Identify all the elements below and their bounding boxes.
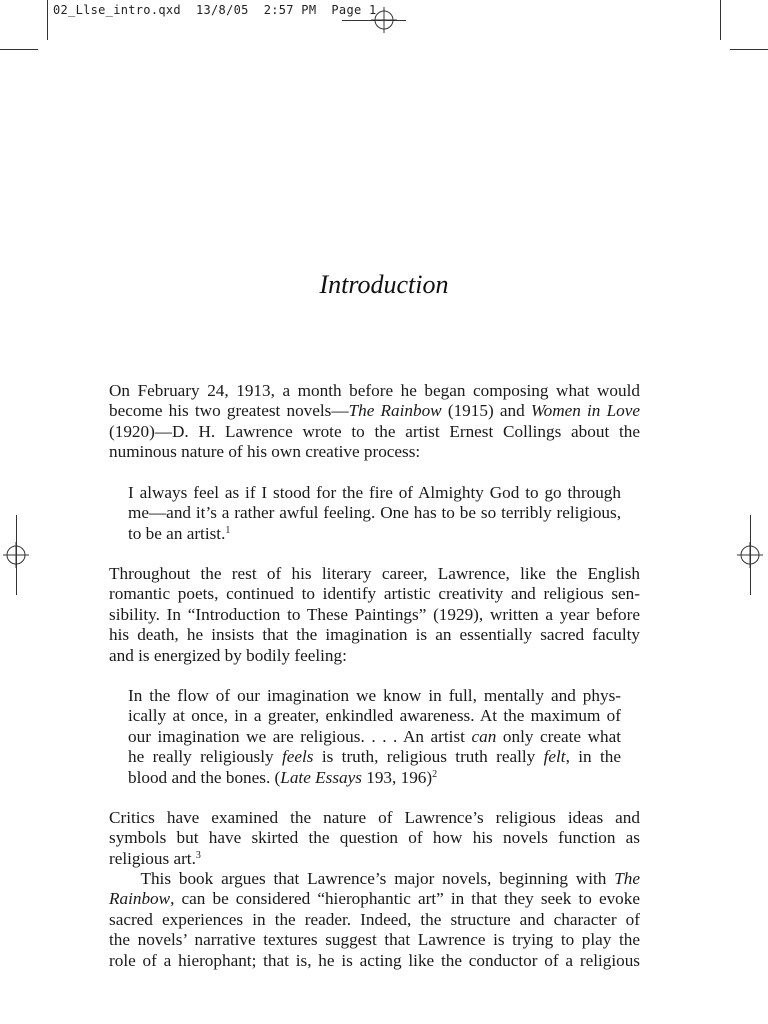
text-run: to be an artist. (128, 523, 226, 543)
text-run: only create what (496, 726, 621, 746)
text-run: Critics have examined the nature of Lawrence’s religious ideas and (109, 808, 640, 827)
text-line (109, 646, 640, 666)
text-line (128, 706, 621, 726)
italic-title: Women in Love (530, 401, 641, 421)
text-run: I always feel as if I stood for the fire of Almighty God to go through (128, 483, 621, 502)
text-run: religious art. (109, 848, 196, 868)
text-run: blood and the bones. ( (128, 767, 281, 787)
text-line (109, 869, 640, 889)
chapter-title: Introduction (319, 270, 449, 299)
text-line (109, 910, 640, 930)
text-run: ically at once, in a greater, enkindled awareness. At the maximum of (128, 706, 621, 726)
text-run: This book argues that Lawrence’s major novels, beginning with (109, 869, 615, 888)
text-line (128, 524, 621, 544)
italic-title: feels (281, 747, 314, 767)
block-quote-2 (128, 686, 621, 788)
text-line (128, 686, 621, 706)
footnote-marker: 3 (195, 849, 201, 861)
paragraph-1 (109, 381, 640, 463)
text-line (128, 483, 621, 503)
text-run: In the flow of our imagination we know in full, mentally and phys- (128, 686, 621, 705)
text-run: Throughout the rest of his literary career, Lawrence, like the English (109, 564, 640, 583)
text-line (109, 828, 640, 848)
crop-mark-top-left-v (47, 0, 48, 40)
text-run: numinous nature of his own creative process: (109, 442, 421, 462)
text-line (109, 849, 640, 869)
text-line (128, 503, 621, 523)
footnote-marker: 2 (432, 768, 438, 780)
text-run: On February 24, 1913, a month before he began composing what would (109, 381, 640, 400)
text-line (109, 625, 640, 645)
text-line (109, 401, 640, 421)
crop-mark-right-v (750, 515, 751, 595)
italic-title: Rainbow (109, 889, 171, 909)
paragraph-4 (109, 869, 640, 971)
italic-title: The Rainbow (348, 401, 442, 421)
block-quote-1 (128, 483, 621, 544)
text-run: sibility. In “Introduction to These Paintings” (1929), written a year before (109, 604, 640, 624)
footnote-marker: 1 (225, 524, 231, 536)
slug-line: 02_Llse_intro.qxd 13/8/05 2:57 PM Page 1 (53, 3, 377, 17)
text-line (109, 584, 640, 604)
text-line (109, 930, 640, 950)
text-run: his death, he insists that the imagination is an essentially sacred faculty (109, 625, 640, 645)
text-line (109, 889, 640, 909)
text-run: our imagination we are religious. . . . An artist (128, 726, 472, 746)
text-line (128, 727, 621, 747)
paragraph-3 (109, 808, 640, 869)
text-run: role of a hierophant; that is, he is acting like the conductor of a religious (109, 950, 640, 970)
text-line (109, 808, 640, 828)
italic-title: can (471, 726, 497, 746)
text-run: (1915) and (441, 401, 531, 421)
italic-title: felt (543, 747, 566, 767)
italic-title: Late Essays (280, 767, 362, 787)
crop-mark-top-right-v (720, 0, 721, 40)
text-line (109, 381, 640, 401)
text-run: 193, 196) (361, 767, 433, 787)
italic-title: The (614, 869, 640, 888)
text-line (109, 605, 640, 625)
text-run: , can be considered “hierophantic art” in that they seek to evoke (170, 889, 640, 909)
text-run: romantic poets, continued to identify artistic creativity and religious sen- (109, 584, 640, 604)
text-line (109, 564, 640, 584)
text-run: is truth, religious truth really (313, 747, 544, 767)
text-run: symbols but have skirted the question of how his novels function as (109, 828, 640, 848)
text-run: me—and it’s a rather awful feeling. One has to be so terribly religious, (128, 503, 621, 523)
text-run: the novels’ narrative textures suggest that Lawrence is trying to play the (109, 930, 640, 950)
text-run: , in the (565, 747, 621, 767)
text-line (128, 747, 621, 767)
text-line (109, 442, 640, 462)
text-run: (1920)—D. H. Lawrence wrote to the artist Ernest Collings about the (109, 421, 640, 441)
text-run: become his two greatest novels— (109, 401, 349, 421)
text-line (128, 768, 621, 788)
text-run: sacred experiences in the reader. Indeed, the structure and character of (109, 909, 640, 929)
text-run: he really religiously (128, 747, 282, 767)
text-line (109, 951, 640, 971)
text-run: and is energized by bodily feeling: (109, 645, 347, 665)
crop-mark-top-right-h (730, 49, 768, 50)
text-line (109, 422, 640, 442)
crop-mark-top-left-h (0, 49, 38, 50)
crop-mark-left-v (16, 515, 17, 595)
paragraph-2 (109, 564, 640, 666)
